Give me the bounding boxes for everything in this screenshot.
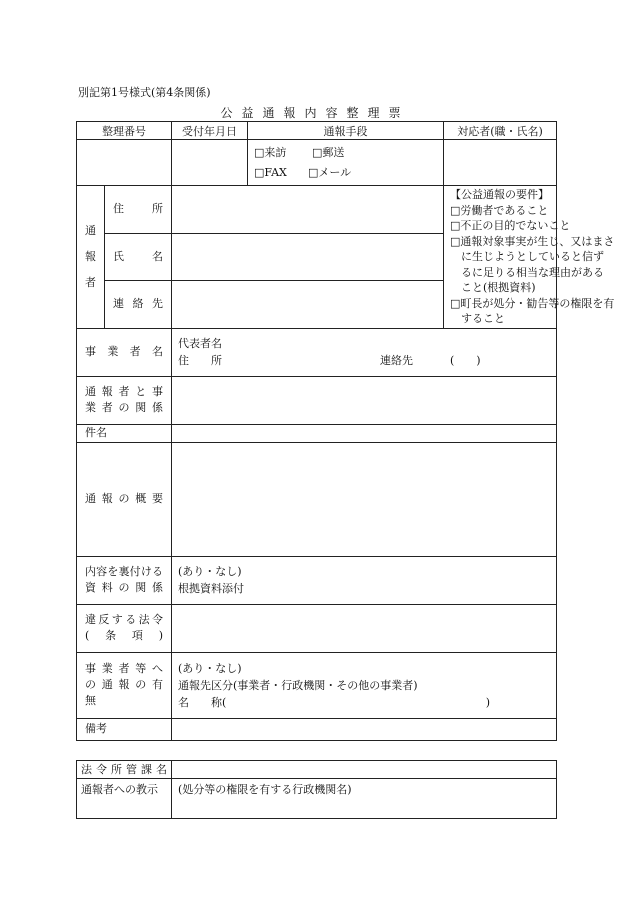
uketsuke-cell[interactable] <box>172 140 248 186</box>
jigyosha-contact: 連絡先 <box>380 354 413 367</box>
tsuhosha-address-label: 住所 <box>105 186 172 234</box>
kyouji-cell[interactable]: (処分等の権限を有する行政機関名) <box>172 779 557 819</box>
kenmei-label: 件名 <box>77 424 172 442</box>
taiousha-cell[interactable] <box>444 140 557 186</box>
kenmei-cell[interactable] <box>172 424 557 442</box>
seiri-bango-cell[interactable] <box>77 140 172 186</box>
page-title: 公益通報内容整理票 <box>220 106 410 120</box>
req-item[interactable]: □町長が処分・勧告等の権限を有 <box>450 296 615 310</box>
jigyosha-tsuho-kubun: 通報先区分(事業者・行政機関・その他の事業者) <box>178 678 418 692</box>
tsuhosha-contact-label: 連絡先 <box>105 281 172 329</box>
req-item-cont: に生じようとしていると信ず <box>461 250 604 263</box>
check-fax[interactable]: □FAX <box>254 165 287 179</box>
tsuhosha-group-label: 通 報 者 <box>77 186 105 329</box>
tsuhosha-name-label: 氏名 <box>105 233 172 281</box>
uratsuke-cell[interactable] <box>172 556 557 604</box>
jigyosha-address: 住 所 <box>178 354 222 367</box>
jigyosha-tsuho-ari: (あり・なし) <box>178 661 242 675</box>
header-seiri-bango: 整理番号 <box>77 122 172 140</box>
jigyosha-tsuho-label: 事業者等へ の通報の有 無 <box>77 652 172 718</box>
bikou-label: 備考 <box>77 718 172 740</box>
header-tsuho-shudan: 通報手段 <box>248 122 444 140</box>
sub-form-table <box>76 760 557 819</box>
header-taiousha: 対応者(職・氏名) <box>444 122 557 140</box>
jigyosha-paren: ( ) <box>450 354 481 367</box>
jigyosha-tsuho-close: ) <box>485 695 490 709</box>
check-raihou[interactable]: □来訪 <box>254 145 287 159</box>
houreisho-cell[interactable] <box>172 761 557 779</box>
ihan-label: 違反する法令 (条項) <box>77 604 172 652</box>
jigyosha-cell[interactable] <box>172 328 557 376</box>
ihan-cell[interactable] <box>172 604 557 652</box>
header-uketsuke: 受付年月日 <box>172 122 248 140</box>
tsuhosha-address-cell[interactable] <box>172 186 444 234</box>
uratsuke-tenpu: 根拠資料添付 <box>178 582 244 595</box>
req-item[interactable]: □通報対象事実が生じ、又はまさ <box>450 234 615 248</box>
jigyosha-rep: 代表者名 <box>178 337 222 350</box>
check-yuusou[interactable]: □郵送 <box>312 145 345 159</box>
houreisho-label: 法令所管課名 <box>77 761 172 779</box>
req-item-cont: すること <box>461 312 505 325</box>
kyouji-label: 通報者への教示 <box>77 779 172 819</box>
req-item[interactable]: □不正の目的でないこと <box>450 219 571 232</box>
gaiyou-label: 通報の概要 <box>77 442 172 556</box>
relation-cell[interactable] <box>172 376 557 424</box>
uratsuke-ari: (あり・なし) <box>178 565 242 578</box>
req-item[interactable]: □労働者であること <box>450 203 549 217</box>
tsuhosha-contact-cell[interactable] <box>172 281 444 329</box>
req-item-cont: るに足りる相当な理由がある <box>461 265 604 279</box>
form-note: 別記第1号様式(第4条関係) <box>78 86 211 99</box>
main-form-table <box>76 121 615 741</box>
jigyosha-label: 事業者名 <box>77 328 172 376</box>
jigyosha-tsuho-cell[interactable] <box>172 652 557 718</box>
requirements-title: 【公益通報の要件】 <box>450 188 549 201</box>
uratsuke-label: 内容を裏付ける 資料の関係 <box>77 556 172 604</box>
tsuhosha-name-cell[interactable] <box>172 233 444 281</box>
tsuho-shudan-cell <box>248 140 444 186</box>
check-mail[interactable]: □メール <box>308 165 352 179</box>
requirements-box <box>444 186 615 329</box>
gaiyou-cell[interactable] <box>172 442 557 556</box>
bikou-cell[interactable] <box>172 718 557 740</box>
req-item-cont: こと(根拠資料) <box>461 281 536 294</box>
jigyosha-tsuho-meisho: 名 称( <box>178 695 227 709</box>
relation-label: 通報者と事 業者の関係 <box>77 376 172 424</box>
